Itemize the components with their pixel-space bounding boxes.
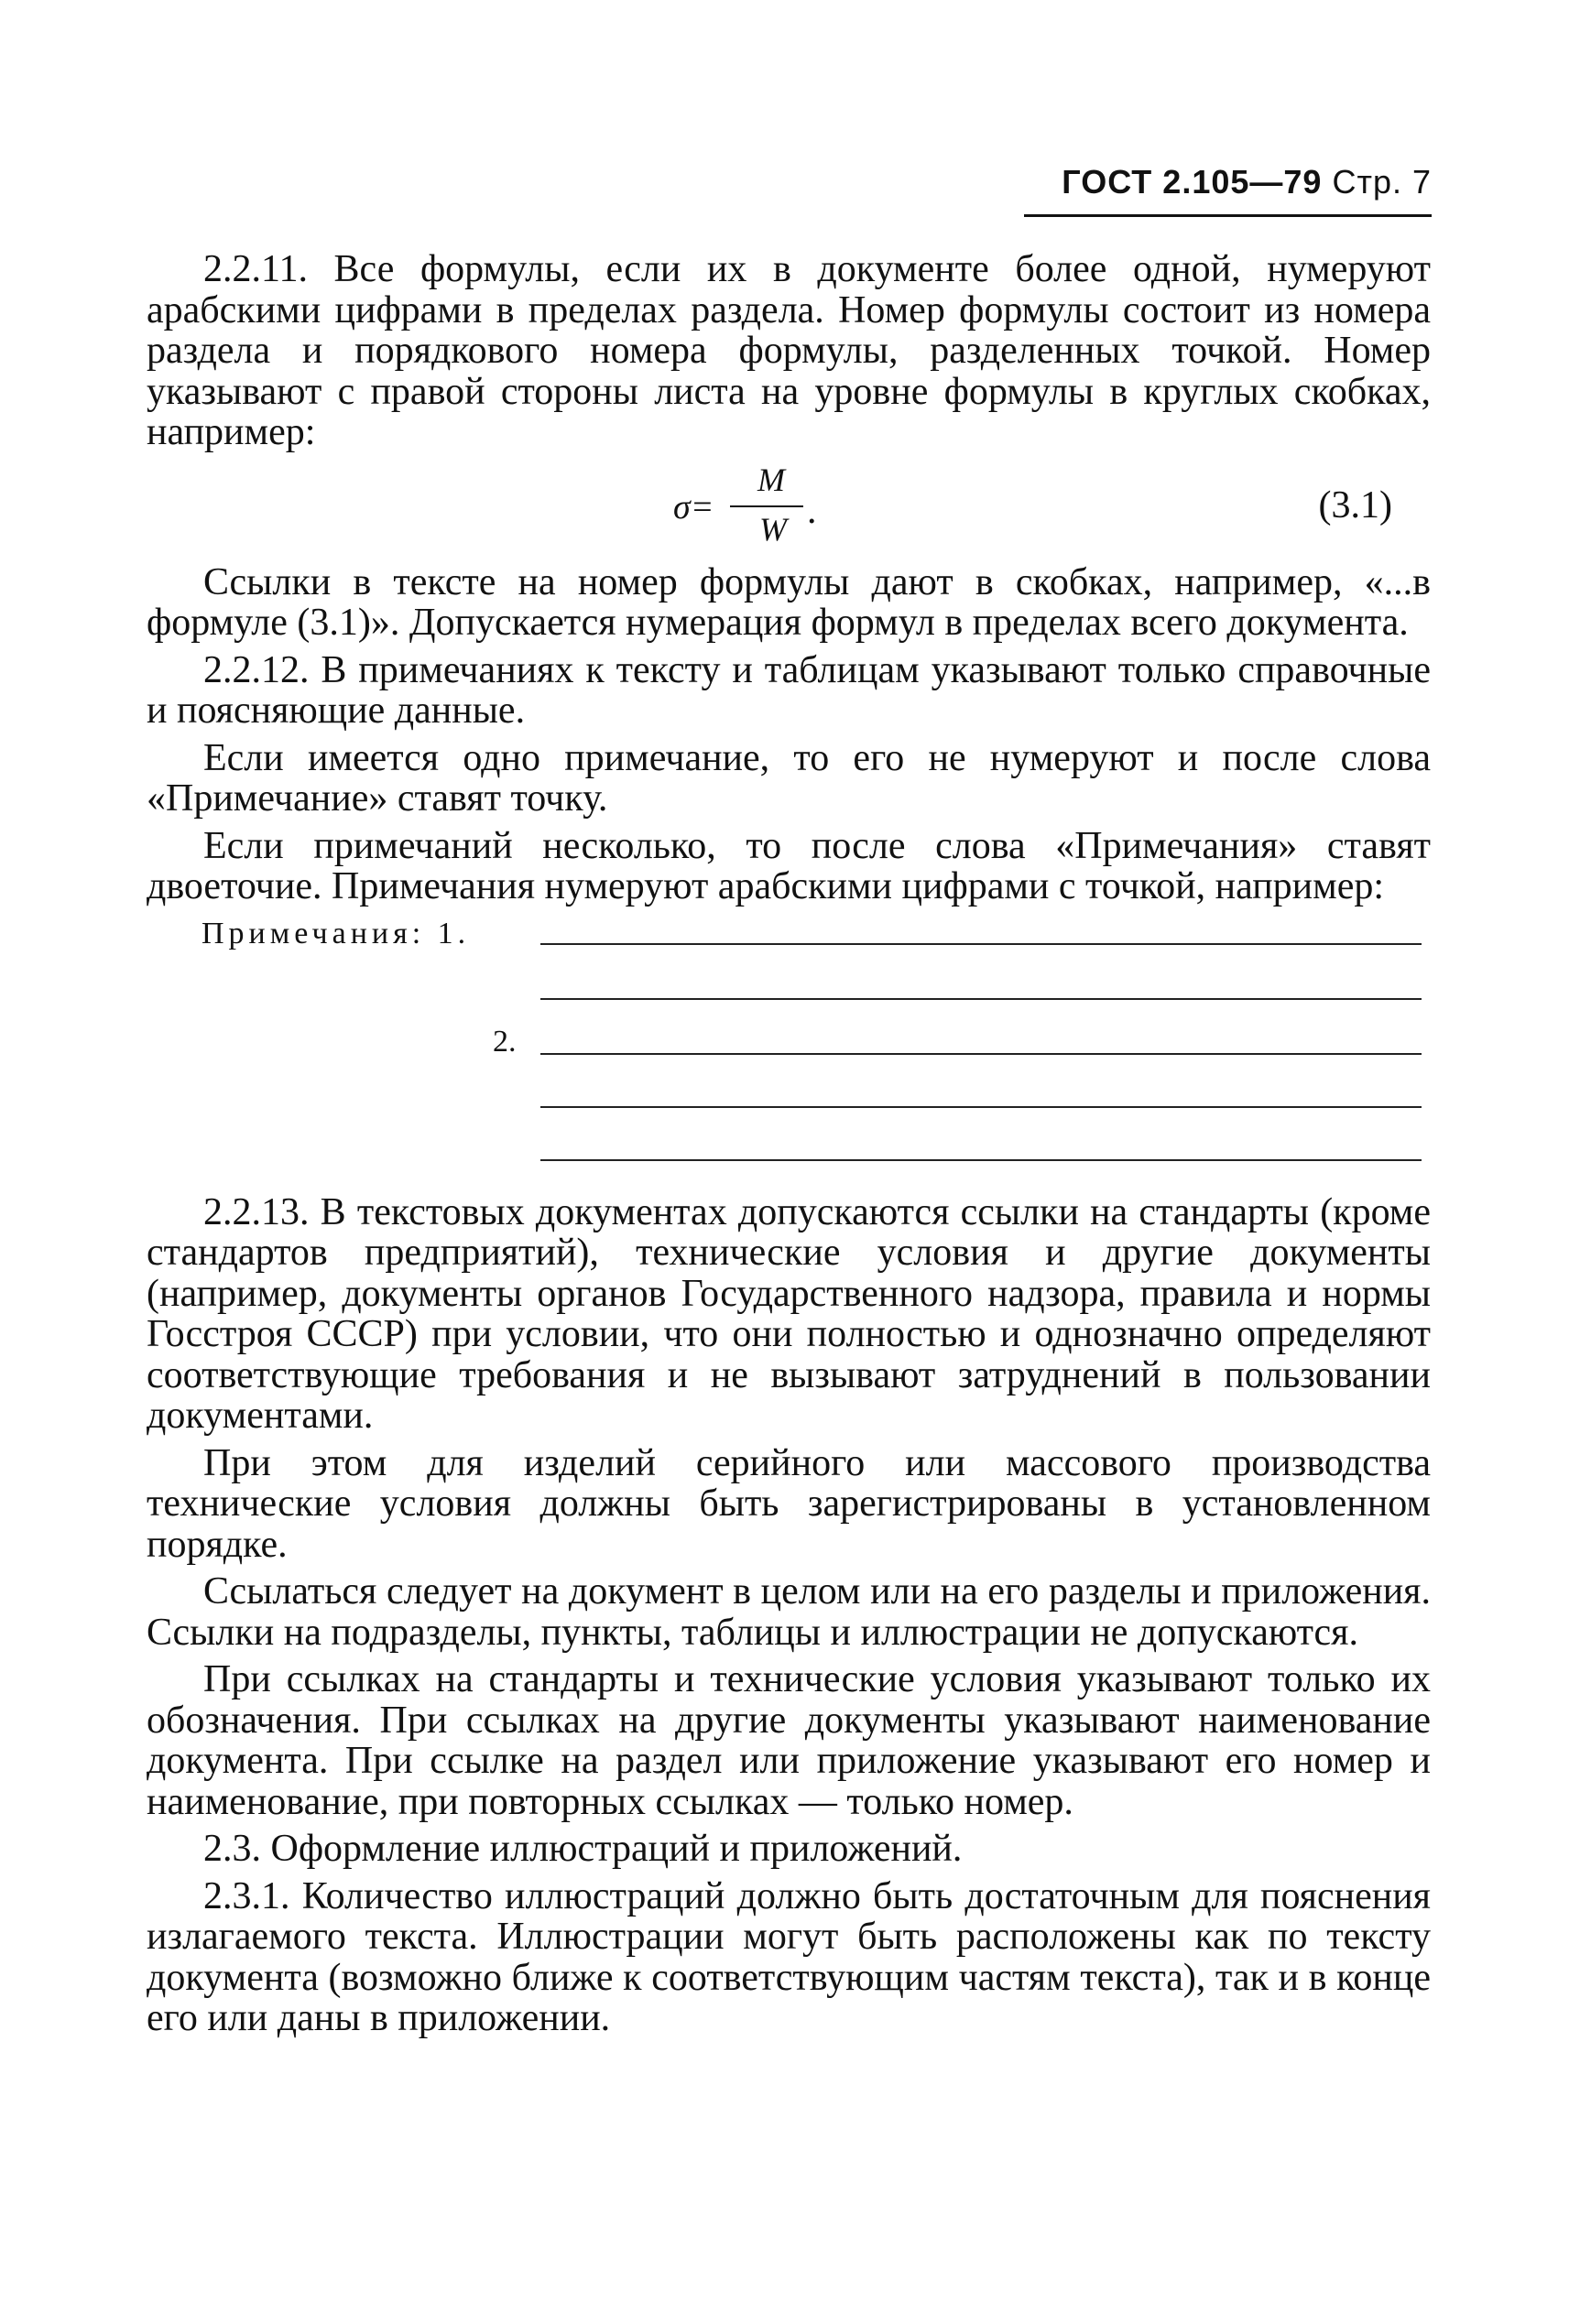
fraction-bar (730, 505, 803, 507)
notes-example (147, 914, 1431, 1179)
paragraph-registration: При этом для изделий серийного или массового производства технические условия должны быть зарегистрированы в установленном порядке. (147, 1441, 1431, 1566)
paragraph-2-2-13: 2.2.13. В текстовых документах допускаются ссылки на стандарты (кроме стандартов предприятий), технические условия и другие документы (например, документы органов Государственного надзора, правила и нормы Госстроя СССР) при условии, что они полностью и однозначно определяют соответствующие требования и не вызывают затруднений в пользовании документами. (147, 1190, 1431, 1437)
formula-end: . (807, 489, 817, 532)
formula-expression (673, 460, 817, 555)
header-rule (1024, 214, 1432, 217)
paragraph-multiple-notes: Если примечаний несколько, то после слова «Примечания» ставят двоеточие. Примечания нумеруют арабскими цифрами с точкой, например: (147, 824, 1431, 907)
formula-denominator: W (759, 510, 787, 548)
note-number: 2. (493, 1024, 517, 1059)
paragraph-reference-scope: Ссылаться следует на документ в целом или на его разделы и приложения. Ссылки на подразделы, пункты, таблицы и иллюстрации не допускаются. (147, 1570, 1431, 1654)
note-line (540, 943, 1422, 945)
formula-number: (3.1) (1318, 483, 1392, 527)
page-number: Стр. 7 (1332, 163, 1432, 201)
notes-label: Примечания: 1. (202, 916, 471, 950)
note-line (540, 1106, 1422, 1108)
text-body (147, 249, 1431, 2046)
paragraph-single-note: Если имеется одно примечание, то его не нумеруют и после слова «Примечание» ставят точку. (147, 736, 1431, 820)
paragraph-formula-references: Ссылки в тексте на номер формулы дают в скобках, например, «...в формуле (3.1)». Допускается нумерация формул в пределах всего документа. (147, 560, 1431, 644)
formula-lhs: σ= (673, 487, 714, 527)
paragraph-2-2-12: 2.2.12. В примечаниях к тексту и таблицам указывают только справочные и поясняющие данные. (147, 648, 1431, 732)
formula-numerator: M (757, 461, 785, 498)
section-heading-2-3: 2.3. Оформление иллюстраций и приложений. (203, 1828, 963, 1870)
page-header (1062, 163, 1432, 201)
paragraph-2-2-11: 2.2.11. Все формулы, если их в документе более одной, нумеруют арабскими цифрами в пределах раздела. Номер формулы состоит из номера раздела и порядкового номера формулы, разделенных точкой. Номер указывают с правой стороны листа на уровне формулы в круглых скобках, например: (147, 248, 1431, 453)
formula-block (147, 460, 1431, 555)
standard-designation: ГОСТ 2.105—79 (1062, 163, 1323, 201)
note-line (540, 1159, 1422, 1161)
note-line (540, 998, 1422, 1000)
paragraph-reference-format: При ссылках на стандарты и технические условия указывают только их обозначения. При ссылках на другие документы указывают наименование документа. При ссылке на раздел или приложение указывают его номер и наименование, при повторных ссылках — только номер. (147, 1658, 1431, 1823)
paragraph-2-3-1: 2.3.1. Количество иллюстраций должно быть достаточным для пояснения излагаемого текста. Иллюстрации могут быть расположены как по тексту документа (возможно ближе к соответствующим частям текста), так и в конце его или даны в приложении. (147, 1874, 1431, 2039)
note-line (540, 1053, 1422, 1055)
